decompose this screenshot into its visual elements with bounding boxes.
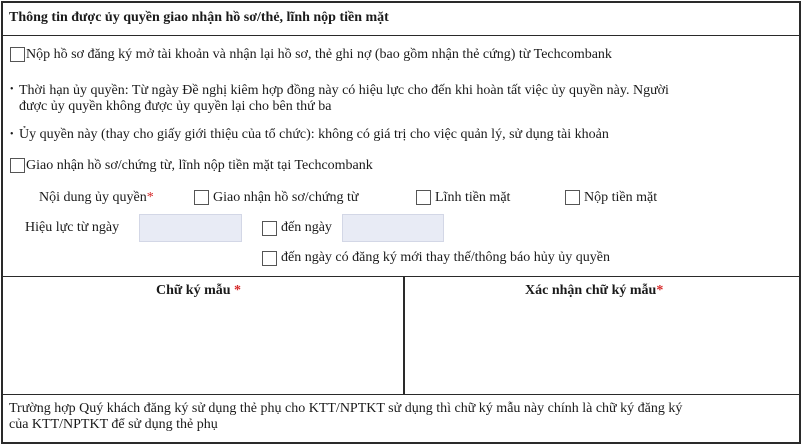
signature-divider [403, 277, 405, 394]
authorization-content-label: Nội dung ủy quyền* [39, 190, 154, 205]
section-header [3, 3, 799, 36]
cash-transaction-checkbox[interactable] [10, 158, 25, 173]
sample-signature-box[interactable] [9, 305, 397, 387]
signature-confirmation-box[interactable] [411, 305, 797, 387]
valid-to-label: đến ngày [281, 220, 332, 235]
required-mark: * [146, 190, 154, 205]
until-cancellation-label: đến ngày có đăng ký mới thay thế/thông báo hủy ủy quyền [281, 250, 610, 265]
documents-checkbox[interactable] [194, 190, 209, 205]
deposit-cash-checkbox[interactable] [565, 190, 580, 205]
valid-to-date-input[interactable] [342, 214, 444, 242]
required-mark: * [230, 283, 242, 298]
required-mark: * [656, 283, 664, 298]
cash-transaction-label: Giao nhận hồ sơ/chứng từ, lĩnh nộp tiền mặt tại Techcombank [26, 158, 373, 173]
bullet-mark: • [10, 129, 14, 140]
valid-from-date-input[interactable] [139, 214, 242, 242]
scope-note: Ủy quyền này (thay cho giấy giới thiệu của tổ chức): không có giá trị cho việc quản lý, sử dụng tài khoản [19, 127, 609, 142]
submit-documents-checkbox[interactable] [10, 47, 25, 62]
deposit-cash-label: Nộp tiền mặt [584, 190, 658, 205]
valid-from-label: Hiệu lực từ ngày [25, 220, 120, 235]
section-title: Thông tin được ủy quyền giao nhận hồ sơ/thẻ, lĩnh nộp tiền mặt [9, 10, 389, 25]
withdraw-cash-label: Lĩnh tiền mặt [435, 190, 511, 205]
term-note-line1: Thời hạn ủy quyền: Từ ngày Đề nghị kiêm hợp đồng này có hiệu lực cho đến khi hoàn tất việc ủy quyền này. Người [19, 83, 669, 98]
valid-to-date-checkbox[interactable] [262, 221, 277, 236]
term-note-line2: được ủy quyền không được ủy quyền lại cho bên thứ ba [19, 99, 332, 114]
withdraw-cash-checkbox[interactable] [416, 190, 431, 205]
bullet-mark: • [10, 84, 14, 95]
until-cancellation-checkbox[interactable] [262, 251, 277, 266]
submit-documents-label: Nộp hồ sơ đăng ký mở tài khoản và nhận lại hồ sơ, thẻ ghi nợ (bao gồm nhận thẻ cứng) từ Techcombank [26, 47, 612, 62]
authorization-form [1, 1, 801, 444]
footer-note [9, 401, 799, 433]
footer-note-line2: của KTT/NPTKT để sử dụng thẻ phụ [9, 417, 218, 432]
sample-signature-heading: Chữ ký mẫu * [156, 283, 242, 298]
documents-label: Giao nhận hồ sơ/chứng từ [213, 190, 359, 205]
signature-confirmation-heading: Xác nhận chữ ký mẫu* [525, 283, 664, 298]
signature-section [3, 276, 799, 395]
footer-note-line1: Trường hợp Quý khách đăng ký sử dụng thẻ phụ cho KTT/NPTKT sử dụng thì chữ ký mẫu này chính là chữ ký đăng ký [9, 401, 683, 416]
